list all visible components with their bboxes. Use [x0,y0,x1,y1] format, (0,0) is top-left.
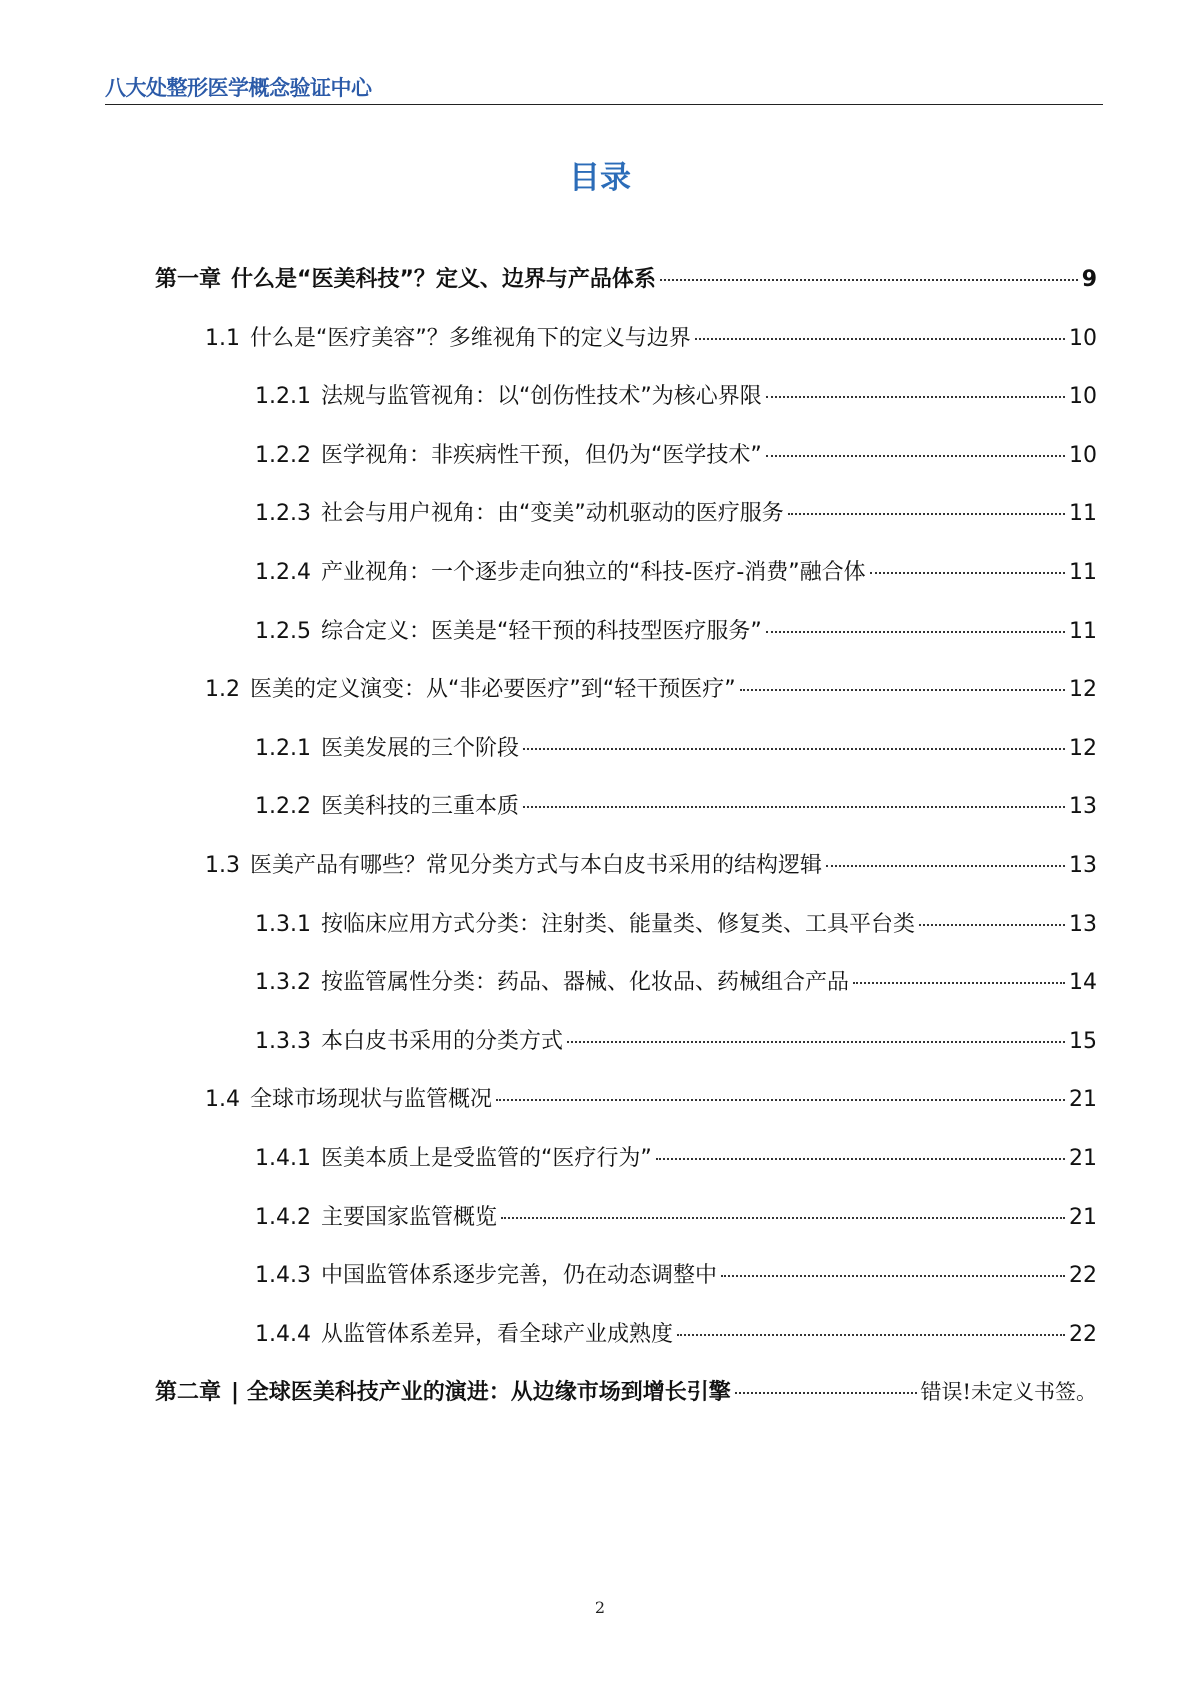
toc-leader-dots [766,396,1065,398]
toc-entry-text: 医美产品有哪些？常见分类方式与本白皮书采用的结构逻辑 [250,853,823,878]
toc-entry-text: 从监管体系差异，看全球产业成熟度 [320,1322,673,1347]
toc-entry-number: 1.3.2 [255,970,311,995]
toc-entry[interactable] [255,1258,1097,1294]
toc-entry[interactable] [255,965,1097,1001]
toc-leader-dots [656,1158,1065,1160]
toc-entry[interactable] [205,321,1097,357]
toc-entry-text: 按临床应用方式分类：注射类、能量类、修复类、工具平台类 [320,912,915,937]
toc-entry-page: 10 [1069,326,1097,351]
toc-entry[interactable] [255,555,1097,591]
toc-leader-dots [721,1275,1065,1277]
toc-leader-dots [766,631,1065,633]
toc-entry-number: 1.4 [205,1087,240,1112]
toc-entry[interactable] [255,789,1097,825]
toc-entry-page: 10 [1069,443,1097,468]
toc-entry-number: 1.3 [205,853,240,878]
toc-entry[interactable] [205,848,1097,884]
toc-entry-text: 医美的定义演变：从“非必要医疗”到“轻干预医疗” [250,677,736,702]
page-header [105,72,1103,105]
toc-entry-page: 21 [1069,1146,1097,1171]
toc-entry-number: 1.3.1 [255,912,311,937]
toc-entry[interactable] [255,1024,1097,1060]
toc-entry-page: 11 [1069,619,1097,644]
toc-leader-dots [523,748,1065,750]
toc-entry-text: 中国监管体系逐步完善，仍在动态调整中 [320,1263,717,1288]
toc-entry-text: 社会与用户视角：由“变美”动机驱动的医疗服务 [320,501,784,526]
toc-entry-page: 11 [1069,560,1097,585]
toc-entry-text: 综合定义：医美是“轻干预的科技型医疗服务” [320,619,762,644]
toc-leader-dots [677,1334,1065,1336]
toc-entry-page: 14 [1069,970,1097,995]
toc-entry-text: 医美本质上是受监管的“医疗行为” [320,1146,652,1171]
toc-entry-text: 本白皮书采用的分类方式 [320,1029,563,1054]
toc-entry-number: 1.1 [205,326,240,351]
toc-entry[interactable] [255,1317,1097,1353]
toc-leader-dots [567,1041,1065,1043]
toc-leader-dots [919,924,1065,926]
toc-leader-dots [501,1217,1065,1219]
toc-entry-page: 13 [1069,912,1097,937]
toc-entry[interactable] [205,1082,1097,1118]
toc-leader-dots [523,806,1065,808]
toc-entry-text: 法规与监管视角：以“创伤性技术”为核心界限 [320,384,762,409]
toc-entry[interactable] [255,438,1097,474]
toc-entry-page: 15 [1069,1029,1097,1054]
header-title: 八大处整形医学概念验证中心 [105,76,372,100]
toc-entry-page: 9 [1081,267,1097,292]
toc-entry-number: 1.2.5 [255,619,311,644]
toc-entry-text: 主要国家监管概览 [320,1205,497,1230]
toc-entry-number: 1.2.4 [255,560,311,585]
toc-entry-page: 22 [1069,1263,1097,1288]
toc-entry-page: 13 [1069,853,1097,878]
toc-entry[interactable] [255,731,1097,767]
toc-leader-dots [853,982,1065,984]
toc-entry-page: 13 [1069,794,1097,819]
toc-leader-dots [766,455,1065,457]
page-number: 2 [594,1598,606,1617]
toc-entry-text: 医美科技的三重本质 [320,794,519,819]
toc-entry-number: 1.2 [205,677,240,702]
toc-title: 目录 [569,160,631,196]
toc-entry[interactable] [255,496,1097,532]
toc-entry-page: 21 [1069,1205,1097,1230]
toc-leader-dots [740,689,1065,691]
toc-entry-number: 1.4.2 [255,1205,311,1230]
toc-entry-number: 1.4.4 [255,1322,311,1347]
toc-leader-dots [695,338,1065,340]
toc-entry-text: 医学视角：非疾病性干预，但仍为“医学技术” [320,443,762,468]
toc-entry-text: 什么是“医疗美容”？多维视角下的定义与边界 [250,326,691,351]
toc-leader-dots [735,1392,917,1394]
toc-entry-number: 第一章 [155,267,222,292]
toc-entry[interactable] [255,379,1097,415]
toc-entry-page: 12 [1069,677,1097,702]
toc-entry-page: 21 [1069,1087,1097,1112]
toc-entry-number: 1.3.3 [255,1029,311,1054]
toc-entry-text: 全球市场现状与监管概况 [250,1087,493,1112]
toc-entry-number: 1.2.2 [255,794,311,819]
toc-entry-page: 11 [1069,501,1097,526]
toc-leader-dots [496,1099,1065,1101]
toc-entry-page: 10 [1069,384,1097,409]
toc-leader-dots [788,513,1065,515]
toc-entry-page: 22 [1069,1322,1097,1347]
toc-entry-number: 1.2.3 [255,501,311,526]
toc-entry-number: 1.4.1 [255,1146,311,1171]
toc-entry[interactable] [155,1375,1097,1411]
toc-entry[interactable] [255,614,1097,650]
toc-entry-text: 产业视角：一个逐步走向独立的“科技-医疗-消费”融合体 [320,560,866,585]
toc-entry-page: 错误!未定义书签。 [920,1380,1097,1404]
toc-entry[interactable] [205,672,1097,708]
toc-entry-number: 1.2.1 [255,384,311,409]
toc-leader-dots [660,279,1078,281]
toc-entry[interactable] [255,1200,1097,1236]
toc-entry[interactable] [255,907,1097,943]
toc-entry-text: 什么是“医美科技”？定义、边界与产品体系 [231,267,656,292]
toc-entry[interactable] [155,262,1097,298]
toc-entry-text: 按监管属性分类：药品、器械、化妆品、药械组合产品 [320,970,849,995]
toc-entry-number: 1.2.2 [255,443,311,468]
toc-leader-dots [826,865,1065,867]
toc-entry-page: 12 [1069,736,1097,761]
toc-entry-number: 第二章 [155,1380,222,1405]
toc-entry-number: 1.4.3 [255,1263,311,1288]
toc-entry-number: 1.2.1 [255,736,311,761]
toc-leader-dots [870,572,1065,574]
toc-entry-text: | 全球医美科技产业的演进：从边缘市场到增长引擎 [231,1380,731,1405]
toc-entry-text: 医美发展的三个阶段 [320,736,519,761]
toc-entry[interactable] [255,1141,1097,1177]
